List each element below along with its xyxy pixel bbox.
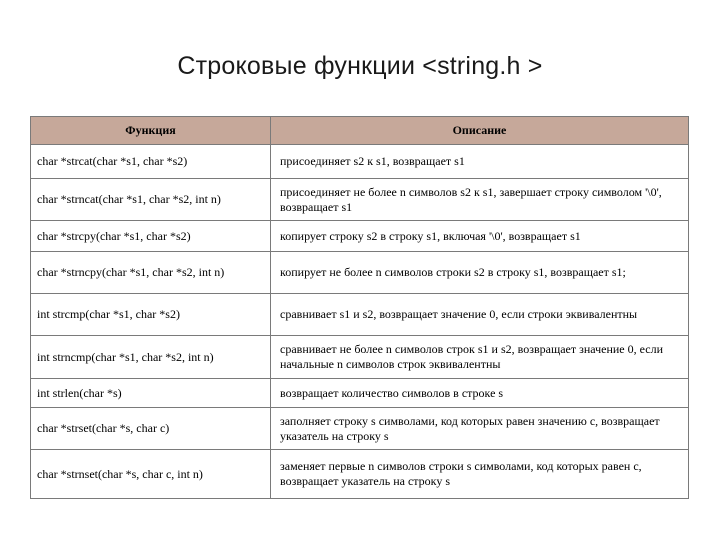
function-description: копирует строку s2 в строку s1, включая '\0', возвращает s1 <box>271 221 689 252</box>
table-header-row <box>31 117 689 145</box>
function-description: присоединяет не более n символов s2 к s1, завершает строку символом '\0', возвращает s1 <box>271 179 689 221</box>
function-signature: char *strncat(char *s1, char *s2, int n) <box>31 179 271 221</box>
table-row <box>31 179 689 221</box>
column-header-description: Описание <box>271 117 689 145</box>
function-signature: int strlen(char *s) <box>31 379 271 408</box>
function-signature: char *strncpy(char *s1, char *s2, int n) <box>31 252 271 294</box>
table-row <box>31 221 689 252</box>
function-description: заполняет строку s символами, код которых равен значению c, возвращает указатель на строку s <box>271 408 689 450</box>
function-signature: char *strcpy(char *s1, char *s2) <box>31 221 271 252</box>
table-row <box>31 145 689 179</box>
function-signature: int strcmp(char *s1, char *s2) <box>31 294 271 336</box>
function-description: копирует не более n символов строки s2 в строку s1, возвращает s1; <box>271 252 689 294</box>
function-signature: int strncmp(char *s1, char *s2, int n) <box>31 336 271 379</box>
page-title: Строковые функции <string.h > <box>177 52 543 80</box>
table-row <box>31 252 689 294</box>
function-signature: char *strnset(char *s, char c, int n) <box>31 450 271 499</box>
function-description: присоединяет s2 к s1, возвращает s1 <box>271 145 689 179</box>
table-row <box>31 379 689 408</box>
table-row <box>31 450 689 499</box>
function-description: сравнивает не более n символов строк s1 и s2, возвращает значение 0, если начальные n символов строк эквивалентны <box>271 336 689 379</box>
table-row <box>31 336 689 379</box>
function-signature: char *strcat(char *s1, char *s2) <box>31 145 271 179</box>
function-description: заменяет первые n символов строки s символами, код которых равен c, возвращает указатель на строку s <box>271 450 689 499</box>
table-row <box>31 408 689 450</box>
function-description: сравнивает s1 и s2, возвращает значение 0, если строки эквивалентны <box>271 294 689 336</box>
table-row <box>31 294 689 336</box>
function-description: возвращает количество символов в строке s <box>271 379 689 408</box>
column-header-function: Функция <box>31 117 271 145</box>
string-functions-table <box>30 116 689 499</box>
function-signature: char *strset(char *s, char c) <box>31 408 271 450</box>
